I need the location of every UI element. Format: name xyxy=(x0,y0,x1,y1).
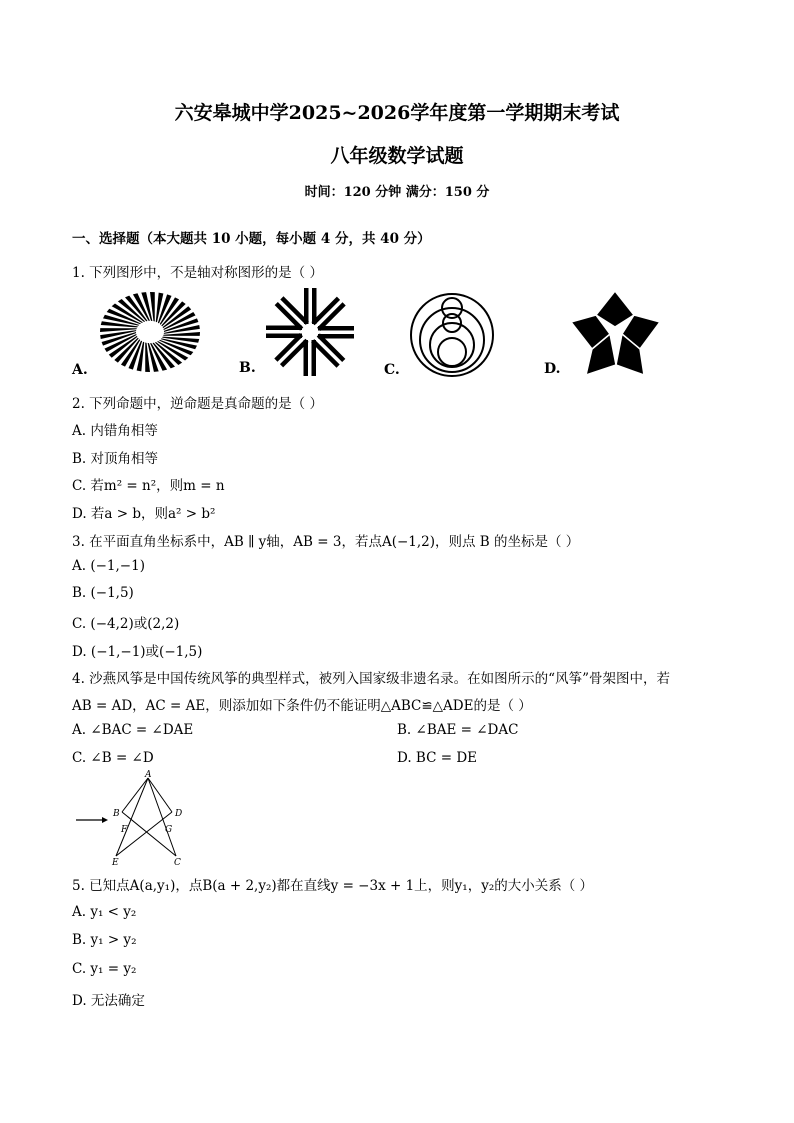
exam-subtitle: 八年级数学试题 xyxy=(330,145,464,167)
question-2-stem: 2. 下列命题中，逆命题是真命题的是（ ） xyxy=(72,396,323,412)
question-4-stem-line2: AB = AD，AC = AE，则添加如下条件仍不能证明△ABC≌△ADE的是（ ） xyxy=(72,698,532,714)
cross-spoke xyxy=(311,333,345,367)
question-2-option-a: A. 内错角相等 xyxy=(72,423,158,439)
question-4-option-d: D. BC = DE xyxy=(397,750,477,766)
question-3-option-d: D. (−1,−1)或(−1,5) xyxy=(72,644,203,660)
kite-diagram xyxy=(72,772,192,867)
exam-title: 六安皋城中学2025~2026学年度第一学期期末考试 xyxy=(174,102,620,124)
cross-spoke xyxy=(318,326,354,339)
question-4-stem-line1: 4. 沙燕风筝是中国传统风筝的典型样式，被列入国家级非遗名录。在如图所示的“风筝”骨架图中，若 xyxy=(72,671,670,687)
cross-spoke xyxy=(274,333,308,367)
kite-point-c: C xyxy=(174,858,181,868)
figure-label-d: D. xyxy=(544,361,561,377)
kite-point-b: B xyxy=(113,809,120,819)
cross-spoke xyxy=(304,288,317,324)
question-5-stem: 5. 已知点A(a,y₁)，点B(a + 2,y₂)都在直线y = −3x + 1上，则y₁，y₂的大小关系（ ） xyxy=(72,878,594,894)
question-5-option-c: C. y₁ = y₂ xyxy=(72,961,137,977)
exam-info: 时间：120 分钟 满分：150 分 xyxy=(304,185,490,200)
question-4-option-c: C. ∠B = ∠D xyxy=(72,750,154,766)
cross-spoke xyxy=(266,326,302,339)
kite-point-a: A xyxy=(145,770,152,780)
figure-label-b: B. xyxy=(239,360,256,376)
section-heading: 一、选择题（本大题共 10 小题，每小题 4 分，共 40 分） xyxy=(72,231,431,247)
question-3-option-b: B. (−1,5) xyxy=(72,585,134,601)
question-2-option-d: D. 若a > b，则a² > b² xyxy=(72,506,216,522)
figure-c-nested-circles xyxy=(407,290,497,380)
figure-b-star-cross xyxy=(260,285,360,380)
kite-point-d: D xyxy=(175,809,183,819)
question-3-option-a: A. (−1,−1) xyxy=(72,558,145,574)
cross-spoke xyxy=(304,340,317,376)
figure-a-sunburst xyxy=(95,287,205,377)
kite-point-f: F xyxy=(121,825,128,835)
cross-spoke xyxy=(275,296,309,330)
figure-label-c: C. xyxy=(384,362,400,378)
question-1-stem: 1. 下列图形中，不是轴对称图形的是（ ） xyxy=(72,265,323,281)
kite-point-g: G xyxy=(165,825,173,835)
cross-spoke xyxy=(311,297,345,331)
question-5-option-d: D. 无法确定 xyxy=(72,993,145,1009)
question-3-stem: 3. 在平面直角坐标系中，AB ∥ y轴，AB = 3，若点A(−1,2)，则点 B 的坐标是（ ） xyxy=(72,534,580,550)
question-4-option-b: B. ∠BAE = ∠DAC xyxy=(397,722,519,738)
question-3-option-c: C. (−4,2)或(2,2) xyxy=(72,616,180,632)
kite-point-e: E xyxy=(112,858,119,868)
sunburst-center xyxy=(142,325,162,341)
figure-label-a: A. xyxy=(72,362,88,378)
question-2-option-c: C. 若m² = n²，则m = n xyxy=(72,478,225,494)
question-5-option-a: A. y₁ < y₂ xyxy=(72,904,137,920)
question-5-option-b: B. y₁ > y₂ xyxy=(72,932,137,948)
figure-d-petal-star xyxy=(568,287,663,379)
question-2-option-b: B. 对顶角相等 xyxy=(72,451,159,467)
question-4-option-a: A. ∠BAC = ∠DAE xyxy=(72,722,194,738)
